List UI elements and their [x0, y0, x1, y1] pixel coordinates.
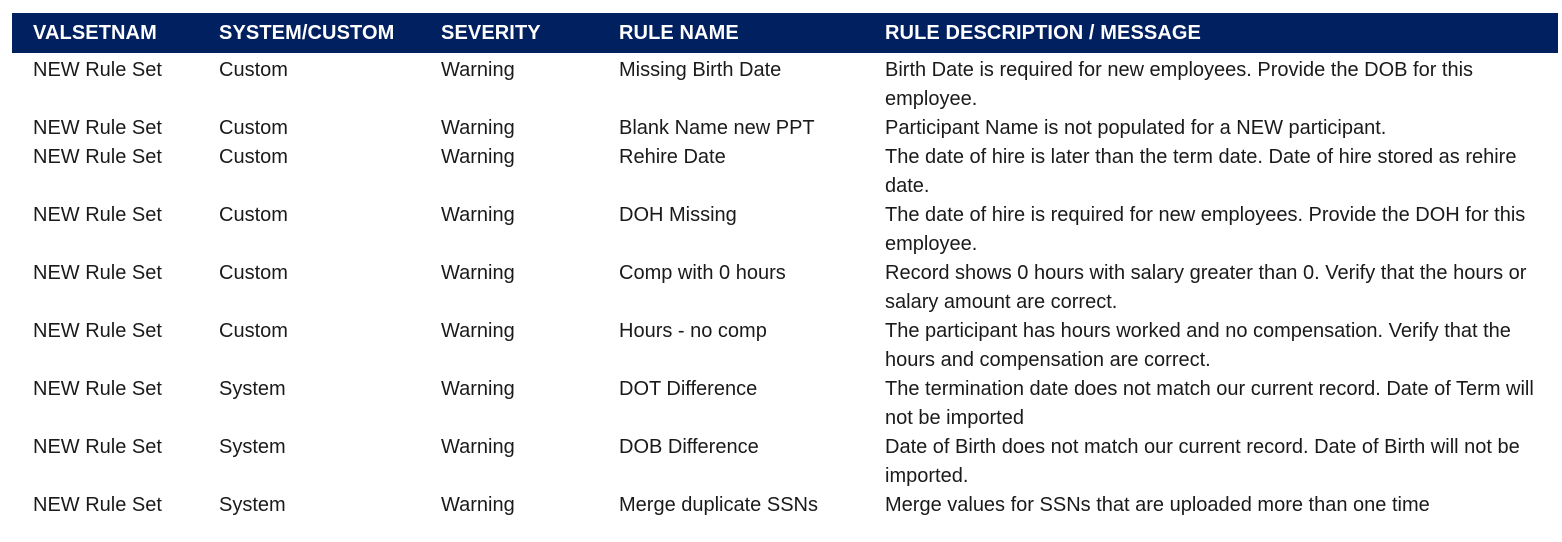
cell-rule-name: Blank Name new PPT: [619, 117, 815, 139]
table-row: [12, 259, 1558, 317]
cell-system-custom: System: [219, 494, 286, 516]
table-header: [12, 13, 1558, 53]
cell-severity: Warning: [441, 59, 515, 81]
cell-system-custom: Custom: [219, 320, 288, 342]
cell-system-custom: Custom: [219, 117, 288, 139]
cell-rule-description: The participant has hours worked and no compensation. Verify that the hours and compensation are correct.: [885, 320, 1511, 371]
cell-valsetnam: NEW Rule Set: [33, 59, 162, 81]
cell-system-custom: Custom: [219, 262, 288, 284]
table-row: [12, 491, 1558, 520]
cell-rule-description: The date of hire is required for new employees. Provide the DOH for this employee.: [885, 204, 1526, 255]
rules-sheet: [12, 13, 1558, 520]
header-row: [12, 13, 1558, 53]
cell-valsetnam: NEW Rule Set: [33, 378, 162, 400]
cell-rule-name: Hours - no comp: [619, 320, 767, 342]
cell-valsetnam: NEW Rule Set: [33, 494, 162, 516]
cell-valsetnam: NEW Rule Set: [33, 204, 162, 226]
cell-rule-name: DOT Difference: [619, 378, 758, 400]
cell-system-custom: System: [219, 378, 286, 400]
cell-severity: Warning: [441, 494, 515, 516]
cell-severity: Warning: [441, 204, 515, 226]
cell-severity: Warning: [441, 320, 515, 342]
cell-valsetnam: NEW Rule Set: [33, 262, 162, 284]
table-row: [12, 53, 1558, 114]
header-rule-name: RULE NAME: [619, 21, 739, 44]
cell-severity: Warning: [441, 262, 515, 284]
cell-valsetnam: NEW Rule Set: [33, 320, 162, 342]
cell-rule-name: DOH Missing: [619, 204, 737, 226]
cell-rule-name: DOB Difference: [619, 436, 759, 458]
cell-rule-name: Rehire Date: [619, 146, 726, 168]
table-row: [12, 375, 1558, 433]
cell-severity: Warning: [441, 117, 515, 139]
rules-table: [12, 13, 1558, 520]
cell-valsetnam: NEW Rule Set: [33, 436, 162, 458]
cell-severity: Warning: [441, 436, 515, 458]
table-row: [12, 433, 1558, 491]
cell-valsetnam: NEW Rule Set: [33, 117, 162, 139]
cell-rule-description: Birth Date is required for new employees. Provide the DOB for this employee.: [885, 59, 1474, 110]
cell-rule-description: Date of Birth does not match our current record. Date of Birth will not be imported.: [885, 436, 1520, 487]
cell-rule-description: Record shows 0 hours with salary greater than 0. Verify that the hours or salary amount are correct.: [885, 262, 1527, 313]
table-row: [12, 143, 1558, 201]
table-row: [12, 317, 1558, 375]
table-body: [12, 53, 1558, 520]
cell-rule-name: Comp with 0 hours: [619, 262, 786, 284]
cell-system-custom: Custom: [219, 204, 288, 226]
cell-system-custom: Custom: [219, 146, 288, 168]
cell-rule-description: Participant Name is not populated for a NEW participant.: [885, 117, 1387, 139]
header-rule-description: RULE DESCRIPTION / MESSAGE: [885, 21, 1201, 44]
table-row: [12, 201, 1558, 259]
cell-rule-name: Merge duplicate SSNs: [619, 494, 818, 516]
cell-rule-name: Missing Birth Date: [619, 59, 782, 81]
cell-rule-description: Merge values for SSNs that are uploaded more than one time: [885, 494, 1430, 516]
cell-system-custom: System: [219, 436, 286, 458]
cell-rule-description: The termination date does not match our current record. Date of Term will not be imported: [885, 378, 1534, 429]
cell-severity: Warning: [441, 378, 515, 400]
table-row: [12, 114, 1558, 143]
cell-system-custom: Custom: [219, 59, 288, 81]
cell-rule-description: The date of hire is later than the term date. Date of hire stored as rehire date.: [885, 146, 1517, 197]
header-system-custom: SYSTEM/CUSTOM: [219, 21, 395, 44]
cell-valsetnam: NEW Rule Set: [33, 146, 162, 168]
header-severity: SEVERITY: [441, 21, 541, 44]
cell-severity: Warning: [441, 146, 515, 168]
header-valsetnam: VALSETNAM: [33, 21, 157, 44]
